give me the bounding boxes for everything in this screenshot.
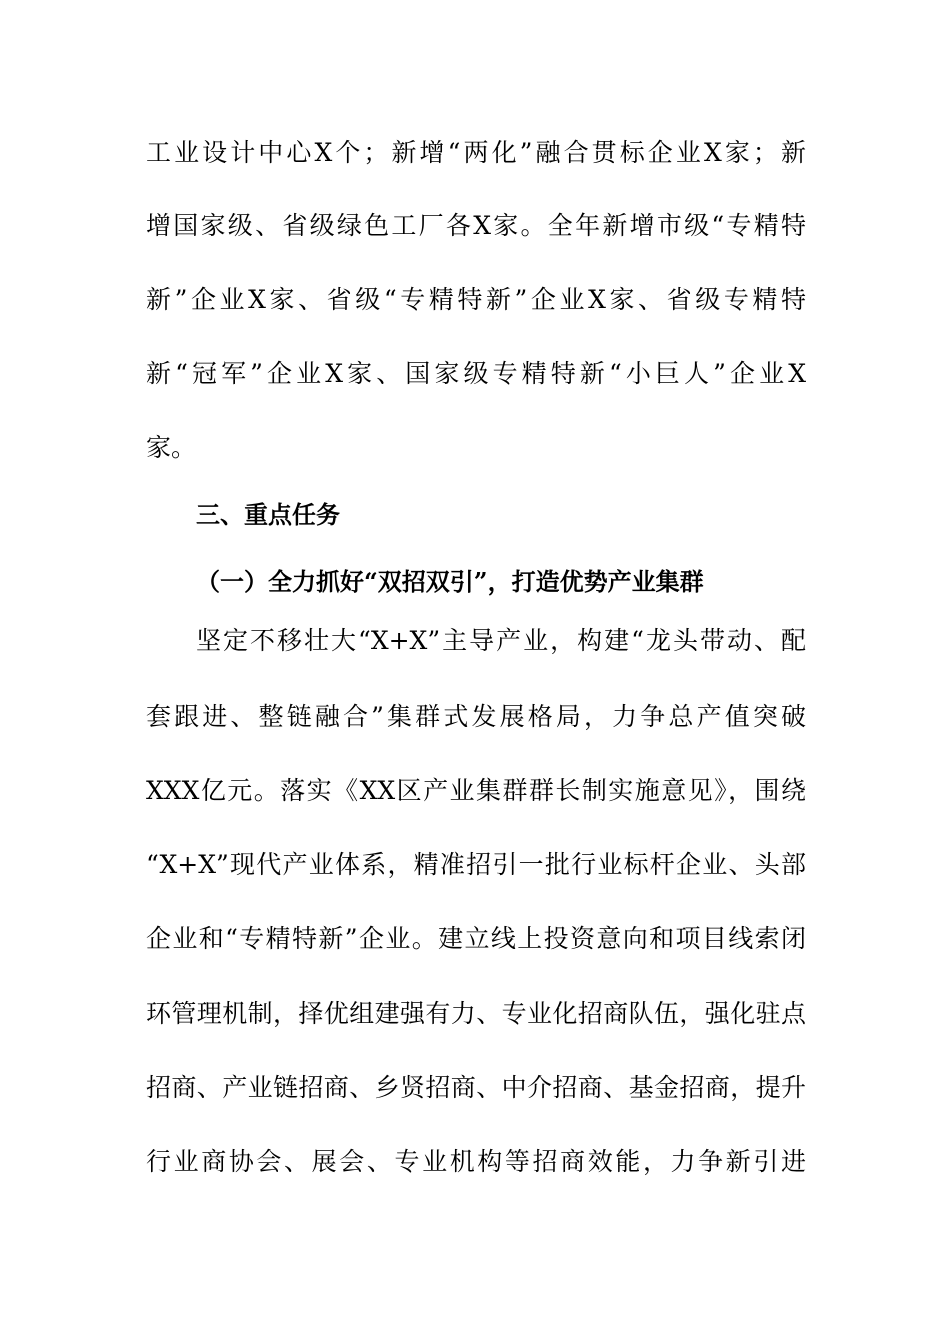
paragraph-2-line-2: 套跟进、整链融合”集群式发展格局，力争总产值突破 (146, 702, 806, 731)
paragraph-2-line-8: 行业商协会、展会、专业机构等招商效能，力争新引进 (146, 1147, 806, 1176)
paragraph-1-line-1: 工业设计中心X个；新增“两化”融合贯标企业X家；新 (146, 138, 806, 167)
paragraph-1-line-4: 新“冠军”企业X家、国家级专精特新“小巨人”企业X (146, 359, 806, 388)
paragraph-2-line-1: 坚定不移壮大“X+X”主导产业，构建“龙头带动、配 (196, 626, 806, 655)
paragraph-2-line-6: 环管理机制，择优组建强有力、专业化招商队伍，强化驻点 (146, 999, 806, 1028)
paragraph-2-line-7: 招商、产业链招商、乡贤招商、中介招商、基金招商，提升 (146, 1073, 806, 1102)
paragraph-2-line-3: XXX亿元。落实《XX区产业集群群长制实施意见》，围绕 (146, 776, 806, 805)
paragraph-1-line-3: 新”企业X家、省级“专精特新”企业X家、省级专精特 (146, 285, 806, 314)
subsection-heading: （一）全力抓好“双招双引”，打造优势产业集群 (196, 567, 704, 596)
paragraph-1-line-2: 增国家级、省级绿色工厂各X家。全年新增市级“专精特 (146, 211, 806, 240)
paragraph-2-line-5: 企业和“专精特新”企业。建立线上投资意向和项目线索闭 (146, 924, 806, 953)
section-heading: 三、重点任务 (196, 501, 340, 529)
paragraph-1-line-5: 家。 (146, 433, 197, 462)
paragraph-2-line-4: “X+X”现代产业体系，精准招引一批行业标杆企业、头部 (146, 850, 806, 879)
